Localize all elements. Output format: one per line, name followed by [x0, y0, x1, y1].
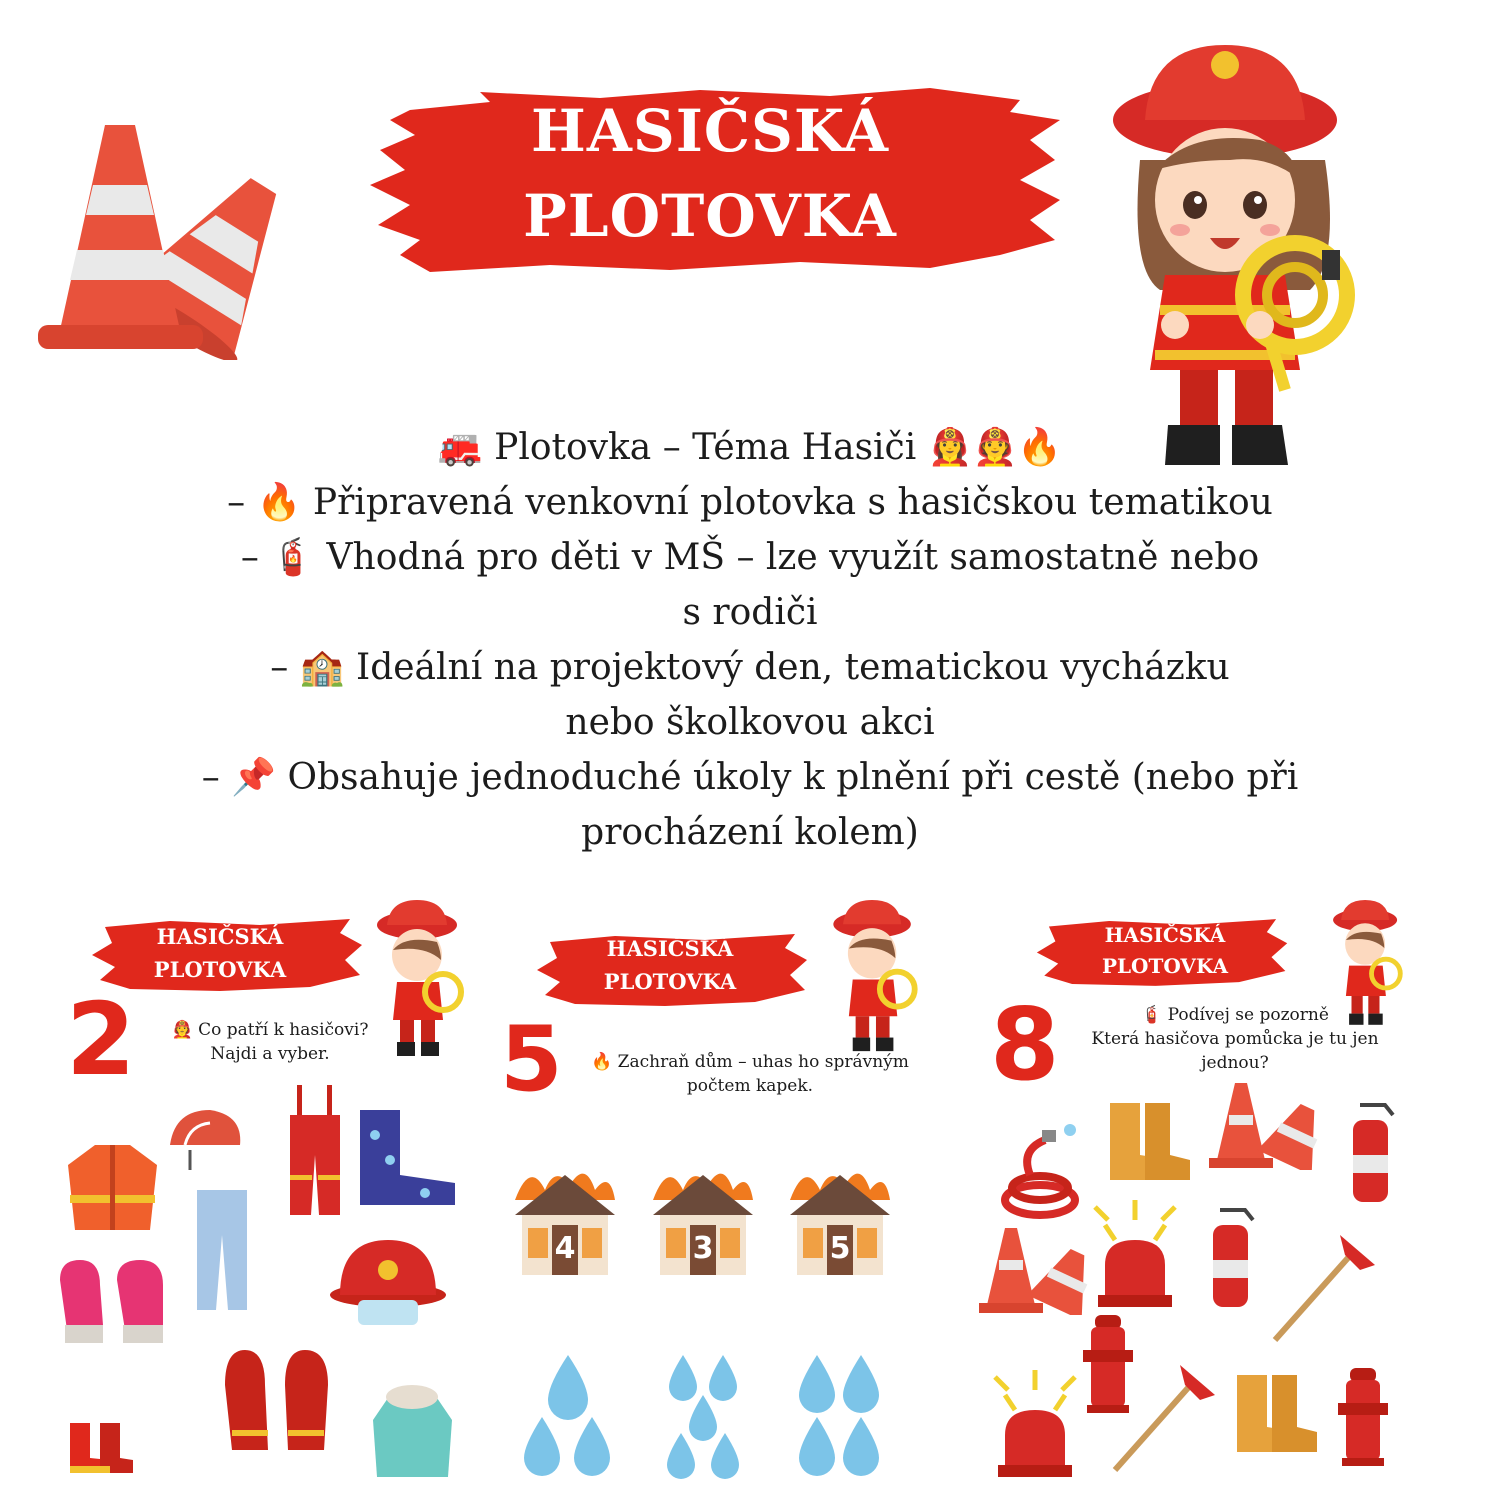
- traffic-cones-illustration: [30, 115, 360, 360]
- card2-task-line2: počtem kapek.: [686, 1076, 814, 1096]
- card2-firefighter-icon: [830, 900, 920, 1055]
- fire-hydrant-icon-2: [1338, 1368, 1388, 1468]
- fire-extinguisher-icon-2: [1205, 1205, 1260, 1310]
- description-line-contains: – 📌 Obsahuje jednoduché úkoly k plnění při cestě (nebo při procházení kolem): [201, 757, 1299, 853]
- card2-title-line1: HASIČSKÁ: [606, 936, 734, 961]
- card3-title-line1: HASIČSKÁ: [1104, 923, 1226, 947]
- description-line-prepared: – 🔥 Připravená venkovní plotovka s hasičskou tematikou: [227, 482, 1273, 523]
- fire-boots-icon-2: [1232, 1372, 1322, 1457]
- fire-extinguisher-icon-1: [1345, 1100, 1400, 1205]
- fire-pants-icon: [285, 1085, 345, 1220]
- description-block: [150, 420, 1350, 860]
- card1-title-line1: HASIČSKÁ: [156, 924, 284, 949]
- rubber-boots-icon: [65, 1418, 135, 1478]
- description-line-theme: 🚒 Plotovka – Téma Hasiči 👩‍🚒🧑‍🚒🔥: [437, 427, 1063, 468]
- water-drops-group-2: [663, 1355, 743, 1485]
- jeans-icon: [192, 1185, 252, 1315]
- card1-task-line2: Najdi a vyber.: [210, 1044, 330, 1064]
- card1-title-line2: PLOTOVKA: [153, 957, 287, 982]
- fire-axe-icon-2: [1105, 1355, 1225, 1475]
- traffic-cone-icon-1: [1205, 1080, 1330, 1170]
- house-5-number: 5: [829, 1231, 851, 1266]
- card1-task-line1: 🧑‍🚒 Co patří k hasičovi?: [171, 1020, 369, 1040]
- main-title-line1: HASIČSKÁ: [531, 97, 889, 165]
- description-line-ideal: – 🏫 Ideální na projektový den, tematickou vycházku nebo školkovou akci: [270, 647, 1230, 743]
- card3-task-line1: 🧯 Podívej se pozorně: [1141, 1005, 1329, 1025]
- card3-title-line2: PLOTOVKA: [1101, 954, 1229, 978]
- card2-title-line2: PLOTOVKA: [603, 969, 737, 994]
- fire-gloves-icon: [220, 1345, 335, 1455]
- card2-task: [560, 1050, 940, 1098]
- card3-task-line3: jednou?: [1201, 1053, 1269, 1073]
- water-drops-group-3: [795, 1355, 885, 1485]
- siren-light-icon-1: [1090, 1195, 1180, 1310]
- fire-helmet-icon: [328, 1235, 448, 1330]
- card3-firefighter-icon: [1330, 900, 1405, 1028]
- card3-task-line2: Která hasičova pomůcka je tu jen: [1091, 1029, 1379, 1049]
- card1-task: [160, 1018, 380, 1066]
- burning-house-5: [785, 1160, 895, 1278]
- water-drops-group-1: [520, 1355, 615, 1485]
- mittens-icon: [55, 1255, 170, 1350]
- house-3-number: 3: [692, 1231, 714, 1266]
- card2-task-line1: 🔥 Zachraň dům – uhas ho správným: [591, 1052, 909, 1072]
- firefighter-jacket-icon: [65, 1140, 160, 1235]
- traffic-cone-icon-2: [975, 1225, 1100, 1315]
- fire-boots-icon-1: [1105, 1100, 1195, 1185]
- card3-number: 8: [990, 986, 1060, 1103]
- card2-number: 5: [500, 1007, 563, 1112]
- description-line-suitable: – 🧯 Vhodná pro děti v MŠ – lze využít samostatně nebo s rodiči: [240, 537, 1260, 633]
- rain-boots-icon: [355, 1105, 460, 1210]
- house-4-number: 4: [554, 1231, 576, 1266]
- fire-hose-icon: [1000, 1120, 1085, 1220]
- burning-house-4: [510, 1160, 620, 1278]
- burning-house-3: [648, 1160, 758, 1278]
- card1-number: 2: [66, 981, 136, 1098]
- fire-axe-icon-1: [1265, 1225, 1385, 1345]
- card1-firefighter-icon: [375, 900, 465, 1060]
- firefighter-girl-illustration: [1110, 40, 1360, 470]
- main-title-line2: PLOTOVKA: [523, 182, 897, 250]
- siren-light-icon-2: [990, 1365, 1080, 1480]
- winter-jacket-icon: [370, 1385, 455, 1480]
- bike-helmet-icon: [165, 1105, 245, 1175]
